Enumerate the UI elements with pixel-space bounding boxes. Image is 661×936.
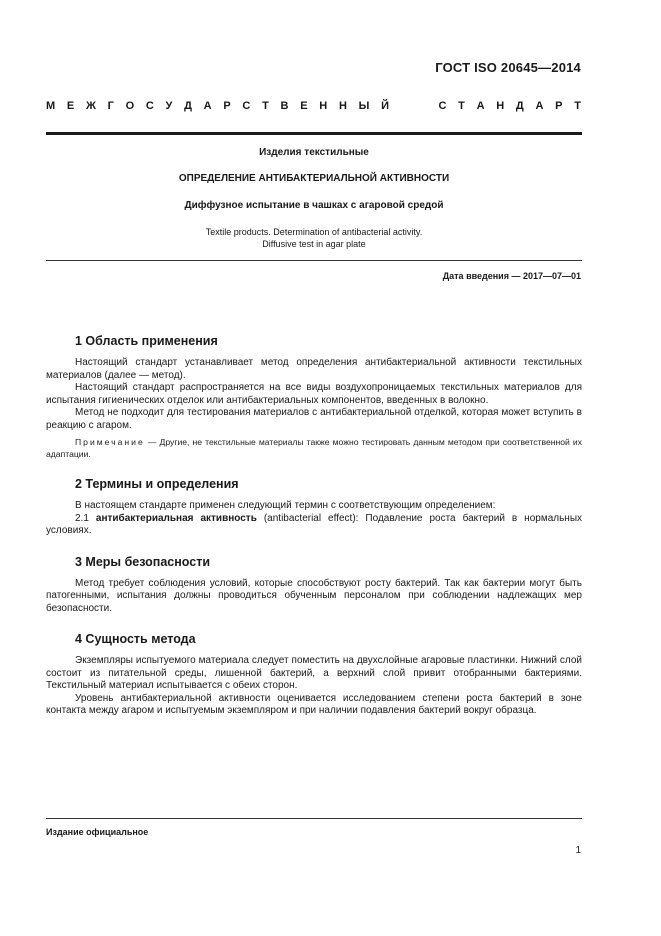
letter: Т (574, 100, 581, 112)
paragraph: Метод требует соблюдения условий, которые способствуют росту бактерий. Так как бактерии могут быть патогенными, испытания должны проводиться обученным персоналом при соблюдении надлежащих мер безопасности. (46, 577, 582, 614)
document-body (46, 334, 582, 735)
header-rule (46, 132, 582, 135)
letter: Н (319, 100, 328, 112)
title-product: Изделия текстильные (259, 147, 369, 158)
official-edition-label: Издание официальное (46, 827, 149, 837)
note-text: — Другие, не текстильные материалы также можно тестировать данным методом при соответственной их адаптации. (46, 437, 582, 459)
title-subtitle: Диффузное испытание в чашках с агаровой средой (184, 200, 444, 211)
letter: С (438, 100, 447, 112)
letter: Р (555, 100, 563, 112)
letter: Р (223, 100, 231, 112)
section-title: 4 Сущность метода (75, 632, 196, 646)
paragraph: Настоящий стандарт распространяется на все виды воздухопроницаемых текстильных материалов для испытания гигиенических отделок или антибактериальных компонентов, введенных в волокно. (46, 382, 582, 406)
letter: У (165, 100, 173, 112)
note (46, 436, 582, 460)
term-definition (46, 513, 582, 538)
letter: Н (338, 100, 347, 112)
letter: Е (300, 100, 308, 112)
title-main: ОПРЕДЕЛЕНИЕ АНТИБАКТЕРИАЛЬНОЙ АКТИВНОСТИ (178, 173, 450, 184)
term-text: (antibacterial effect): Подавление роста бактерий в нормальных условиях. (46, 512, 583, 536)
letter: Й (381, 100, 390, 112)
section-3 (46, 555, 582, 616)
footer-rule (46, 818, 582, 819)
title-english (46, 226, 582, 250)
word-gap (401, 100, 427, 112)
section-title: 3 Меры безопасности (75, 554, 211, 569)
english-title-line2: Diffusive test in agar plate (262, 239, 366, 249)
section-1 (46, 334, 582, 460)
standard-number: ГОСТ ISO 20645—2014 (435, 60, 581, 75)
term: антибактериальная активность (95, 512, 257, 524)
section-title: 1 Область применения (75, 334, 218, 348)
letter: Г (107, 100, 114, 112)
section-2 (46, 477, 582, 538)
letter: М (46, 100, 56, 112)
letter: Т (458, 100, 465, 112)
paragraph: В настоящем стандарте применен следующий термин с соответствующим определением: (75, 500, 496, 511)
letter: Т (262, 100, 269, 112)
letter: А (476, 100, 485, 112)
page-number: 1 (575, 845, 581, 856)
paragraph: Настоящий стандарт устанавливает метод определения антибактериальной активности текстильных материалов (далее — метод). (46, 357, 582, 381)
note-label: Примечание (75, 437, 145, 447)
paragraph: Метод не подходит для тестирования материалов с антибактериальной отделкой, которая может вступить в реакцию с агаром. (46, 407, 582, 431)
letter: А (535, 100, 544, 112)
letter: С (145, 100, 154, 112)
letter: Н (496, 100, 505, 112)
letter: С (242, 100, 251, 112)
paragraph: Экземпляры испытуемого материала следует поместить на двухслойные агаровые пластинки. Нижний слой состоит из питательной среды, лишенной бактерий, а верхний слой привит отобранными бактериями. Текстильный материал испытывается с обеих сторон. (46, 655, 582, 691)
letter: Е (66, 100, 75, 112)
letter: Ж (85, 100, 96, 112)
intro-date: Дата введения — 2017—07—01 (442, 271, 581, 281)
letter: Д (184, 100, 192, 112)
interstate-standard-heading (46, 100, 581, 112)
letter: В (280, 100, 289, 112)
letter: Ы (358, 100, 370, 112)
letter: О (125, 100, 135, 112)
title-divider (46, 260, 582, 261)
english-title-line1: Textile products. Determination of antibacterial activity. (205, 227, 423, 237)
term-number: 2.1 (75, 512, 96, 524)
letter: Д (515, 100, 524, 112)
letter: А (203, 100, 212, 112)
section-title: 2 Термины и определения (75, 477, 239, 491)
paragraph: Уровень антибактериальной активности оценивается исследованием степени роста бактерий в зоне контакта между агаром и испытуемым экземпляром и при наличии подавления бактерий вокруг образца. (46, 692, 582, 716)
section-4 (46, 632, 582, 718)
